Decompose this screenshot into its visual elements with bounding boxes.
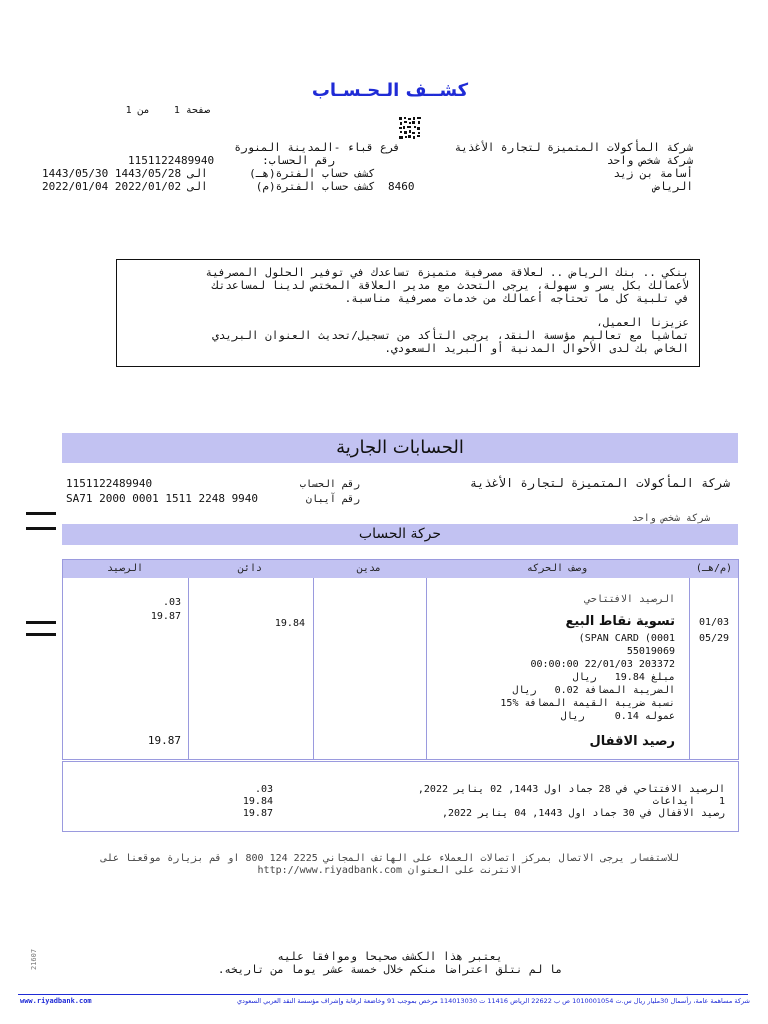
- transactions-table: [62, 559, 739, 760]
- gregorian-period-range: [42, 180, 222, 193]
- footer-divider: [18, 994, 748, 995]
- side-code: 21607: [30, 948, 38, 970]
- footer-legal-text: شركة مساهمة عامة، رأسمال 30مليار ريال س.ت 1010001054 ص ب 22622 الرياض 11416 ت 114013030 مرخص بموجب 91 وخاضعة لرقابة وإشراف مؤسسة النقد العربي السعودي: [236, 997, 750, 1005]
- page-of-label: من: [137, 105, 150, 116]
- hijri-period-label: كشف حساب الفترة(هـ): [249, 167, 375, 180]
- notice-line: عزيزنا العميل،: [596, 316, 689, 329]
- customer-company-type: شركة شخص واحد: [606, 154, 693, 167]
- transaction-credit: 19.84: [274, 618, 305, 629]
- current-accounts-title: الحسابات الجارية: [336, 437, 464, 458]
- notice-box: [116, 259, 700, 367]
- amount-currency: ريال: [572, 672, 597, 683]
- opening-balance-value: .03: [162, 597, 181, 608]
- transaction-time: 00:00:00 22/01/03 203372: [530, 659, 675, 670]
- gregorian-period-label: كشف حساب الفترة(م): [255, 180, 375, 193]
- hijri-to: 1443/05/30: [42, 167, 109, 180]
- transaction-title: تسوية نقاط البيع: [565, 614, 675, 629]
- vat-rate-line: نسبة ضريبة القيمة المضافة %15: [500, 698, 675, 709]
- validity-line-1: يعتبر هذا الكشف صحيحا وموافقا عليه: [277, 950, 503, 963]
- vat-currency: ريال: [512, 685, 537, 696]
- transaction-ref: 55019069: [626, 646, 675, 657]
- col-header-debit: مدين: [356, 563, 382, 574]
- page-number: 1: [173, 105, 180, 116]
- movement-title: حركة الحساب: [358, 526, 442, 542]
- notice-line: تماشيا مع تعاليم مؤسسة النقد، يرجى التأكد من تسجيل/تحديث العنوان البريدي: [212, 329, 689, 342]
- vat-value: 0.02: [554, 685, 579, 696]
- closing-balance-label: رصيد الاقفال: [589, 734, 675, 749]
- notice-line: في تلبية كل ما تحتاجه أعمالك من خدمات مصرفية مناسبة.: [344, 292, 689, 305]
- notice-line: بنكي .. بنك الرياض .. لعلاقة مصرفية متميزة تساعدك في توفير الحلول المصرفية: [205, 266, 689, 279]
- page-label: صفحة: [185, 105, 210, 116]
- account-company-type: شركة شخص واحد: [631, 513, 710, 524]
- summary-opening-value: .03: [254, 784, 273, 795]
- account-number-label: رقم الحساب: [299, 479, 360, 490]
- commission-label: عموله: [644, 711, 675, 722]
- summary-deposits-value: 19.84: [242, 796, 273, 807]
- page-total: 1: [125, 105, 132, 116]
- contact-line-2: الانترنت على العنوان http://www.riyadbank.com: [257, 865, 523, 876]
- deposits-count: 1: [718, 796, 725, 807]
- transaction-balance: 19.87: [150, 611, 181, 622]
- hijri-to-word: الى: [187, 167, 208, 180]
- summary-closing-label: رصيد الاقفال في 30 جماد اول 1443, 04 يناير 2022,: [441, 808, 725, 819]
- vat-line: [433, 684, 675, 697]
- notice-line: الخاص بك لدى الأحوال المدنية أو البريد السعودي.: [384, 342, 689, 355]
- greg-to-word: الى: [187, 180, 208, 193]
- amount-value: 19.84: [614, 672, 645, 683]
- account-company-name: شركة المأكولات المتميزة لتجارة الأغذية: [469, 476, 730, 490]
- iban-label: رقم آيبان: [305, 494, 360, 505]
- greg-to: 2022/01/04: [42, 180, 109, 193]
- postal-code: 8460: [388, 180, 415, 193]
- iban-number: SA71 2000 0001 1511 2248 9940: [66, 492, 259, 505]
- commission-currency: ريال: [560, 711, 585, 722]
- margin-mark: [26, 512, 56, 515]
- table-header: [63, 560, 738, 578]
- amount-line: [433, 671, 675, 684]
- hijri-from: 1443/05/28: [114, 167, 182, 180]
- notice-line: لأعمالك بكل يسر و سهولة، يرجى التحدث مع مدير العلاقة المختص لدينا لمساعدتك: [212, 279, 689, 292]
- amount-label: مبلغ: [650, 672, 675, 683]
- col-header-date: (م/هـ): [695, 563, 733, 574]
- col-header-credit: دائن: [237, 563, 263, 574]
- customer-address-block: [430, 141, 693, 193]
- transaction-date-gregorian: 01/03: [698, 617, 730, 628]
- margin-mark: [26, 633, 56, 636]
- summary-closing-value: 19.87: [242, 808, 273, 819]
- branch-name: فرع قباء -المدينة المنورة: [234, 141, 400, 154]
- margin-mark: [26, 527, 56, 530]
- contact-line-1: للاستفسار يرجى الاتصال بمركز اتصالات العملاء على الهاتف المجاني 2225 124 800 او قم بزيارة موقعنا على: [100, 853, 679, 864]
- current-accounts-band: [62, 433, 738, 463]
- validity-line-2: ما لم نتلق اعتراضا منكم خلال خمسة عشر يوما من تاريخه.: [217, 963, 563, 976]
- customer-street: أسامة بن زيد: [613, 167, 693, 180]
- statement-title: كشــف الـحـسـاب: [311, 80, 469, 101]
- greg-from: 2022/01/02: [114, 180, 182, 193]
- opening-balance-label: الرصيد الافتتاحي: [584, 594, 675, 605]
- summary-box: [62, 761, 739, 832]
- customer-company: شركة المأكولات المتميزة لتجارة الأغذية: [454, 141, 693, 154]
- transaction-date-hijri: 05/29: [698, 633, 730, 644]
- margin-mark: [26, 621, 56, 624]
- commission-line: [433, 710, 675, 723]
- account-number: 1151122489940: [66, 477, 153, 490]
- transaction-card: (SPAN CARD (0001: [578, 633, 675, 644]
- closing-balance-value: 19.87: [147, 734, 181, 747]
- summary-opening-label: الرصيد الافتتاحي في 28 جماد اول 1443, 02 يناير 2022,: [417, 784, 725, 795]
- col-header-balance: الرصيد: [106, 563, 144, 574]
- page-info: [90, 104, 210, 117]
- customer-city: الرياض: [653, 180, 693, 193]
- qr-code-icon: [398, 116, 422, 140]
- hijri-period-range: [42, 167, 222, 180]
- account-number-value: 1151122489940: [128, 154, 215, 167]
- col-header-description: وصف الحركه: [526, 563, 588, 574]
- movement-band: [62, 524, 738, 545]
- deposits-label: ايداعات: [652, 796, 695, 807]
- commission-value: 0.14: [614, 711, 639, 722]
- vat-label: الضريبة المضافة: [584, 685, 675, 696]
- footer-website-link[interactable]: www.riyadbank.com: [20, 997, 92, 1005]
- account-number-label: رقم الحساب:: [262, 154, 335, 167]
